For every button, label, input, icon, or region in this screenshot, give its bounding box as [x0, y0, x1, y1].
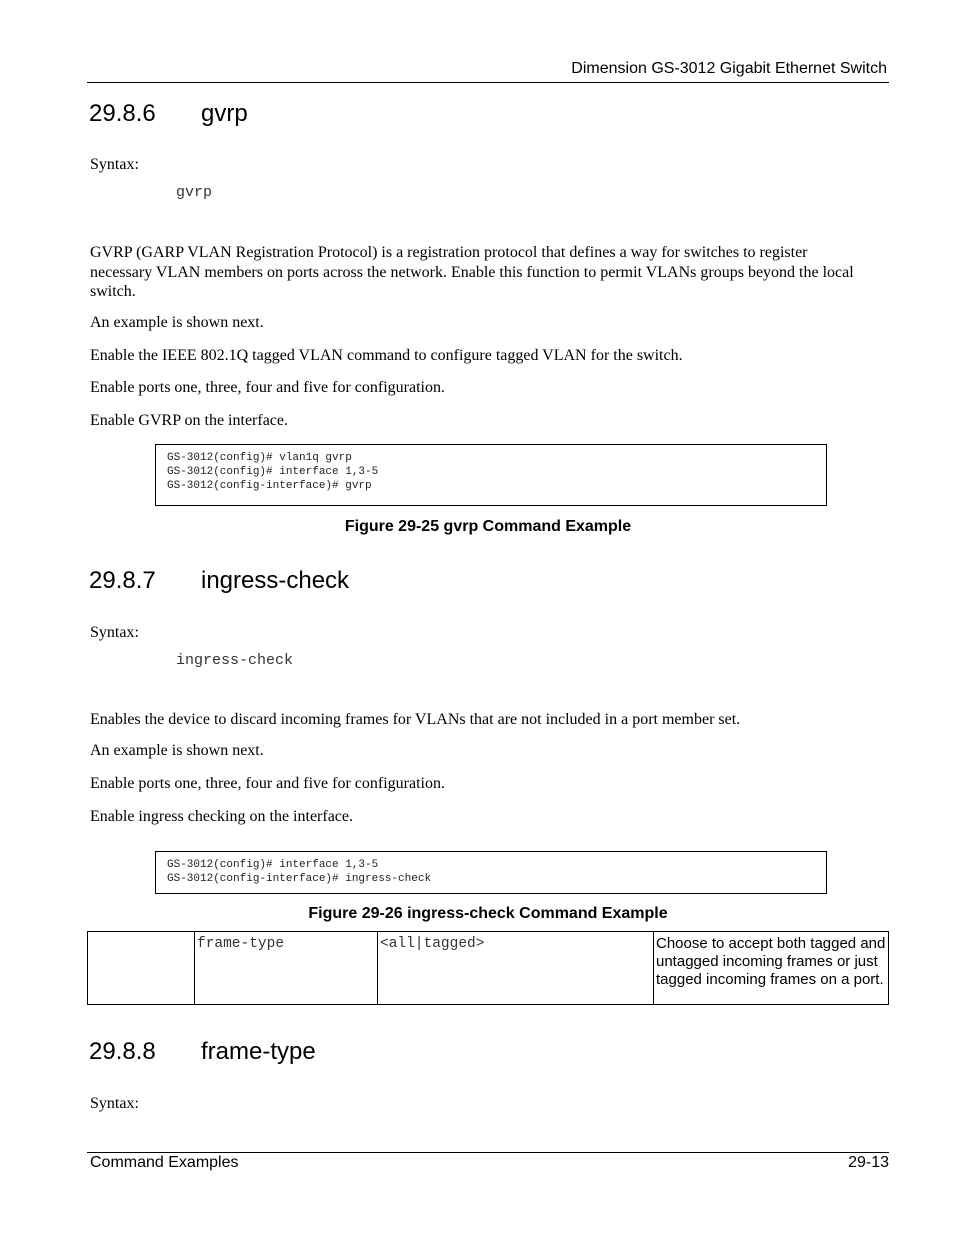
paragraph: GVRP (GARP VLAN Registration Protocol) is a registration protocol that defines a way for switches to register necessary VLAN members on ports across the network. Enable this function to permit VLANs groups beyond the local switch.	[90, 244, 854, 300]
footer-chapter-title: Command Examples	[90, 1154, 239, 1171]
table-cell-empty	[88, 932, 195, 1005]
figure-caption: Figure 29-25 gvrp Command Example	[344, 518, 632, 535]
page-number: 29-13	[848, 1154, 889, 1171]
syntax-label: Syntax:	[90, 156, 139, 173]
table-cell-command: frame-type	[195, 932, 378, 1005]
section-number: 29.8.7	[89, 567, 156, 594]
syntax-command: ingress-check	[176, 652, 294, 669]
paragraph: Enables the device to discard incoming frames for VLANs that are not included in a port member set.	[90, 711, 741, 728]
code-line: GS-3012(config-interface)# ingress-check	[167, 873, 432, 885]
code-example-box	[155, 851, 827, 894]
header-rule	[87, 82, 889, 83]
section-title: frame-type	[201, 1038, 316, 1065]
paragraph: An example is shown next.	[90, 742, 264, 759]
section-title: gvrp	[201, 100, 248, 127]
paragraph: Enable GVRP on the interface.	[90, 412, 289, 429]
paragraph: An example is shown next.	[90, 314, 264, 331]
section-number: 29.8.6	[89, 100, 156, 127]
code-line: GS-3012(config)# vlan1q gvrp	[167, 452, 352, 464]
table-cell-description: Choose to accept both tagged and untagged incoming frames or just tagged incoming frames on a port.	[654, 932, 889, 1005]
table-row	[88, 932, 889, 1005]
code-line: GS-3012(config)# interface 1,3-5	[167, 859, 379, 871]
code-line: GS-3012(config)# interface 1,3-5	[167, 466, 379, 478]
table-cell-argument: <all|tagged>	[378, 932, 654, 1005]
code-line: GS-3012(config-interface)# gvrp	[167, 480, 372, 492]
syntax-command: gvrp	[176, 184, 213, 201]
section-number: 29.8.8	[89, 1038, 156, 1065]
syntax-label: Syntax:	[90, 624, 139, 641]
paragraph: Enable ingress checking on the interface.	[90, 808, 353, 825]
figure-caption: Figure 29-26 ingress-check Command Example	[308, 905, 668, 922]
section-heading-gvrp	[89, 100, 248, 128]
syntax-label: Syntax:	[90, 1095, 139, 1112]
footer-rule	[87, 1152, 889, 1153]
paragraph: Enable ports one, three, four and five for configuration.	[90, 775, 445, 792]
running-header: Dimension GS-3012 Gigabit Ethernet Switch	[571, 60, 887, 77]
code-example-box	[155, 444, 827, 506]
section-heading-frame-type	[89, 1038, 316, 1066]
command-parameter-table	[87, 931, 889, 1005]
paragraph: Enable the IEEE 802.1Q tagged VLAN command to configure tagged VLAN for the switch.	[90, 347, 683, 364]
section-title: ingress-check	[201, 567, 350, 594]
section-heading-ingress-check	[89, 567, 349, 595]
paragraph: Enable ports one, three, four and five for configuration.	[90, 379, 445, 396]
